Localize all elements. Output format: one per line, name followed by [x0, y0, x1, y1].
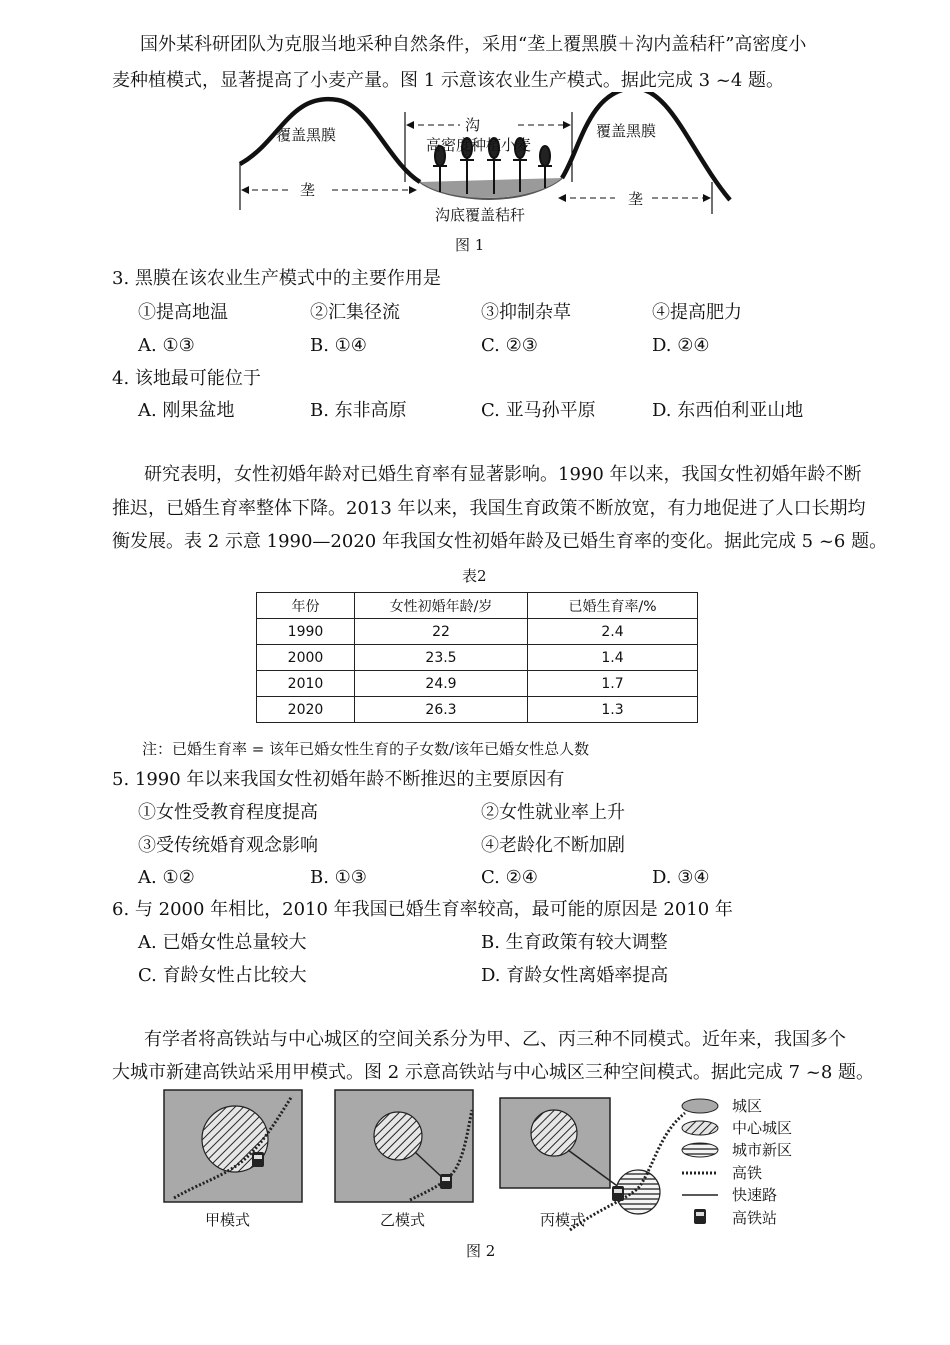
fig1-caption: 图 1: [455, 236, 485, 254]
q6-option-b[interactable]: B. 生育政策有较大调整: [481, 932, 668, 953]
figure-1-diagram: [220, 92, 740, 242]
intro-line-0: 国外某科研团队为克服当地采种自然条件，采用“垄上覆黑膜＋沟内盖秸秆”高密度小: [140, 34, 807, 55]
legend-expressway: 快速路: [732, 1186, 778, 1204]
fig1-label-left-ridge: 垄: [300, 181, 316, 199]
table-header: 已婚生育率/%: [528, 593, 698, 619]
table-cell: 2000: [257, 645, 355, 671]
table-row: [257, 619, 698, 645]
q3-option-d[interactable]: D. ②④: [652, 335, 710, 356]
para2-line-1: 推迟，已婚生育率整体下降。2013 年以来，我国生育政策不断放宽，有力地促进了人口长期均: [112, 498, 866, 519]
table-cell: 2020: [257, 697, 355, 723]
q5-item-1: ①女性受教育程度提高: [138, 802, 318, 823]
q4-option-d[interactable]: D. 东西伯利亚山地: [652, 400, 804, 421]
legend-station: 高铁站: [732, 1209, 778, 1227]
station-icon: [612, 1186, 624, 1201]
q6-stem: 6. 与 2000 年相比，2010 年我国已婚生育率较高，最可能的原因是 2010 年: [112, 899, 733, 920]
q3-stem: 3. 黑膜在该农业生产模式中的主要作用是: [112, 268, 441, 289]
para3-line-1: 大城市新建高铁站采用甲模式。图 2 示意高铁站与中心城区三种空间模式。据此完成 7 ~8 题。: [112, 1062, 875, 1083]
table-cell: 2010: [257, 671, 355, 697]
table-cell: 2.4: [528, 619, 698, 645]
legend: [682, 1097, 792, 1227]
fig2-caption: 图 2: [466, 1242, 496, 1260]
q5-item-2: ②女性就业率上升: [481, 802, 625, 823]
para2-line-2: 衡发展。表 2 示意 1990—2020 年我国女性初婚年龄及已婚生育率的变化。据此完成 5 ~6 题。: [112, 531, 888, 552]
table-cell: 24.9: [355, 671, 528, 697]
table2-note: 注：已婚生育率 = 该年已婚女性生育的子女数/该年已婚女性总人数: [142, 740, 590, 758]
intro-line-1: 麦种植模式，显著提高了小麦产量。图 1 示意该农业生产模式。据此完成 3 ~4 题。: [112, 70, 785, 91]
panel-label-jia: 甲模式: [205, 1211, 251, 1229]
table-header: 女性初婚年龄/岁: [355, 593, 528, 619]
fig1-label-right-film: 覆盖黑膜: [596, 122, 657, 140]
q4-option-a[interactable]: A. 刚果盆地: [138, 400, 235, 421]
straw-bed: [420, 178, 562, 198]
q4-stem: 4. 该地最可能位于: [112, 368, 261, 389]
film-curve-right: [562, 92, 730, 200]
q4-option-b[interactable]: B. 东非高原: [310, 400, 407, 421]
table-header: 年份: [257, 593, 355, 619]
para3-line-0: 有学者将高铁站与中心城区的空间关系分为甲、乙、丙三种不同模式。近年来，我国多个: [144, 1029, 846, 1050]
table-row: [257, 671, 698, 697]
table-cell: 23.5: [355, 645, 528, 671]
panel-jia: [164, 1090, 302, 1202]
table2-caption: 表2: [462, 567, 487, 585]
q5-option-c[interactable]: C. ②④: [481, 867, 538, 888]
q5-option-b[interactable]: B. ①③: [310, 867, 367, 888]
q3-item-4: ④提高肥力: [652, 302, 742, 323]
q3-item-1: ①提高地温: [138, 302, 228, 323]
station-icon: [440, 1174, 452, 1189]
table-row: [257, 697, 698, 723]
para2-line-0: 研究表明，女性初婚年龄对已婚生育率有显著影响。1990 年以来，我国女性初婚年龄不断: [144, 464, 862, 485]
figure-2-diagram: [160, 1088, 820, 1238]
panel-yi: [335, 1090, 473, 1202]
legend-center: 中心城区: [732, 1119, 793, 1137]
q5-option-d[interactable]: D. ③④: [652, 867, 710, 888]
q6-option-c[interactable]: C. 育龄女性占比较大: [138, 965, 307, 986]
table-cell: 1.3: [528, 697, 698, 723]
station-icon: [252, 1152, 264, 1167]
table-2: [256, 592, 698, 723]
q3-option-a[interactable]: A. ①③: [138, 335, 195, 356]
q5-item-4: ④老龄化不断加剧: [481, 835, 625, 856]
table-cell: 26.3: [355, 697, 528, 723]
fig1-label-wheat: 高密度种植小麦: [426, 136, 532, 154]
table-cell: 1.4: [528, 645, 698, 671]
q3-option-c[interactable]: C. ②③: [481, 335, 538, 356]
q5-item-3: ③受传统婚育观念影响: [138, 835, 318, 856]
legend-rail: 高铁: [732, 1164, 763, 1182]
q3-item-2: ②汇集径流: [310, 302, 400, 323]
fig1-label-straw: 沟底覆盖秸秆: [435, 206, 526, 224]
q6-option-d[interactable]: D. 育龄女性离婚率提高: [481, 965, 669, 986]
table-cell: 1.7: [528, 671, 698, 697]
table-header-row: [257, 593, 698, 619]
q5-stem: 5. 1990 年以来我国女性初婚年龄不断推迟的主要原因有: [112, 769, 565, 790]
panel-label-bing: 丙模式: [540, 1211, 586, 1229]
station-icon: [694, 1209, 706, 1224]
table-row: [257, 645, 698, 671]
fig1-label-left-film: 覆盖黑膜: [276, 126, 337, 144]
q6-option-a[interactable]: A. 已婚女性总量较大: [138, 932, 307, 953]
legend-newarea: 城市新区: [732, 1141, 793, 1159]
legend-city: 城区: [732, 1097, 763, 1115]
q4-option-c[interactable]: C. 亚马孙平原: [481, 400, 596, 421]
panel-label-yi: 乙模式: [380, 1211, 426, 1229]
q3-option-b[interactable]: B. ①④: [310, 335, 367, 356]
fig1-label-gou: 沟: [465, 116, 481, 134]
q5-option-a[interactable]: A. ①②: [138, 867, 195, 888]
table-cell: 1990: [257, 619, 355, 645]
fig1-label-right-ridge: 垄: [628, 190, 644, 208]
table-cell: 22: [355, 619, 528, 645]
panel-bing: [500, 1098, 685, 1230]
q3-item-3: ③抑制杂草: [481, 302, 571, 323]
